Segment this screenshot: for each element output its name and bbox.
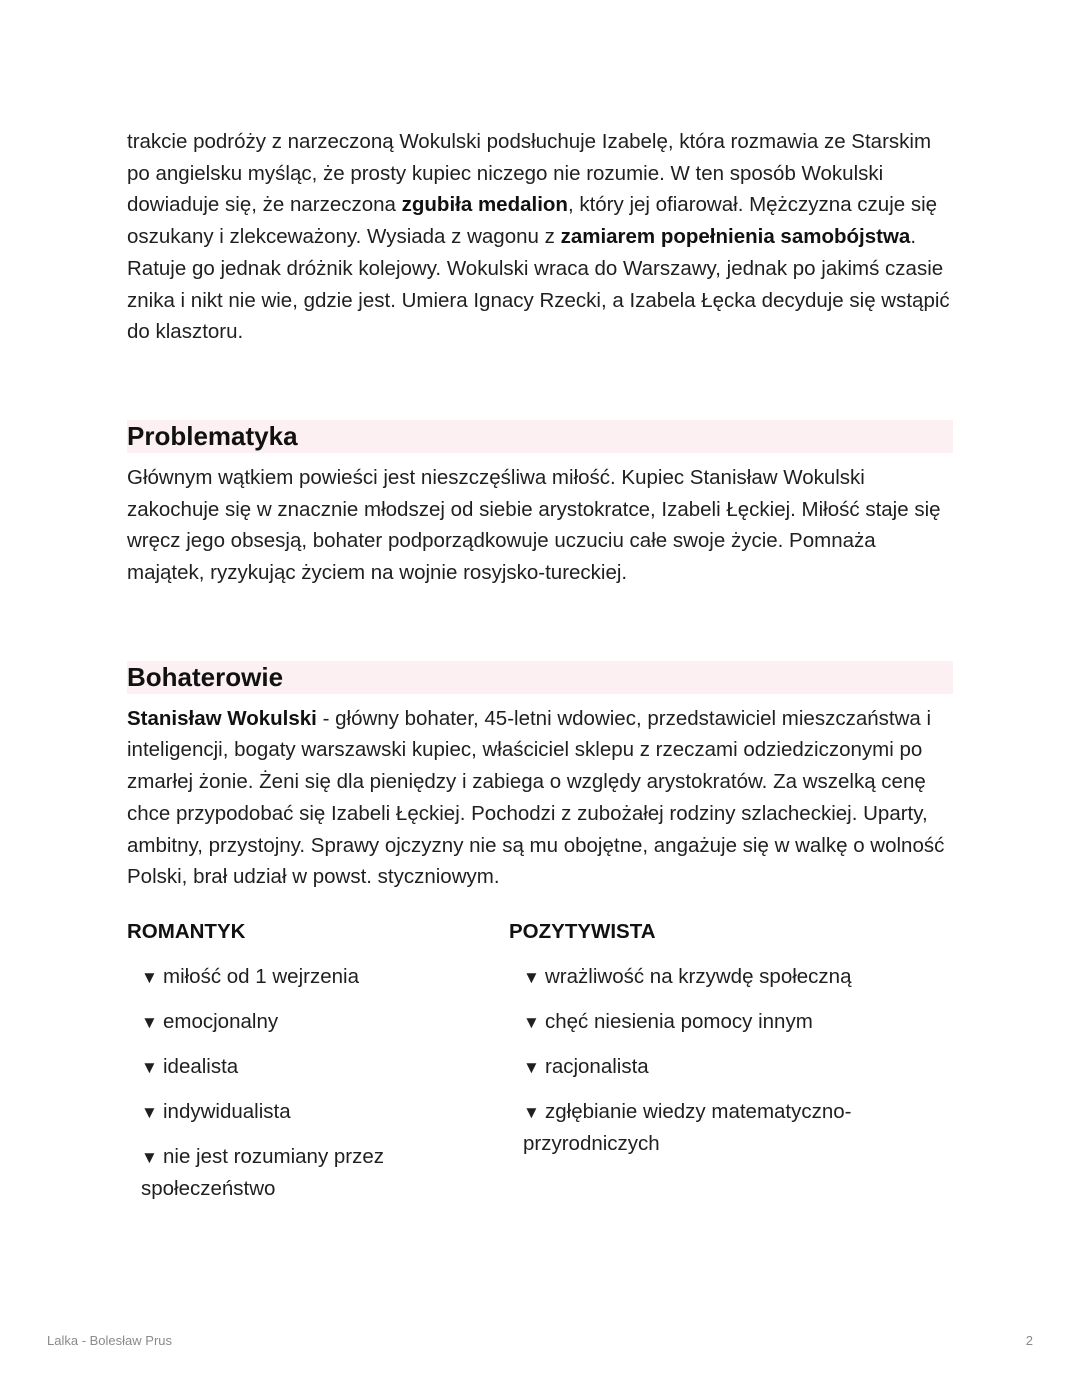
intro-text-2: , który jej ofiarował. Mężczyzna czuje się oszukany i zlekceważony. Wysiada z wagonu z	[127, 193, 938, 249]
triangle-down-icon: ▼	[141, 1057, 158, 1077]
character-description: - główny bohater, 45-letni wdowiec, przedstawiciel mieszczaństwa i inteligencji, bogaty warszawski kupiec, właściciel sklepu z rzeczami odziedziczonymi po zmarłej żonie. Żeni się dla pieniędzy i zabiega o względy arystokratów. Za wszelką cenę chce przypodobać się Izabeli Łęckiej. Pochodzi z zubożałej rodziny szlacheckiej. Uparty, ambitny, przystojny. Sprawy ojczyzny nie są mu obojętne, angażuje się w walkę o wolność Polski, brał udział w powst. styczniowym.	[127, 706, 945, 889]
triangle-down-icon: ▼	[523, 967, 540, 987]
bohaterowie-paragraph	[127, 703, 953, 893]
triangle-down-icon: ▼	[141, 1102, 158, 1122]
footer-document-title: Lalka - Bolesław Prus	[47, 1333, 172, 1348]
triangle-down-icon: ▼	[141, 967, 158, 987]
list-item	[523, 1096, 873, 1160]
list-item-text: idealista	[163, 1054, 239, 1078]
intro-paragraph	[127, 126, 953, 348]
list-item-text: chęć niesienia pomocy innym	[545, 1009, 813, 1033]
list-item	[141, 1096, 487, 1129]
page-content	[127, 126, 953, 1217]
list-item-text: indywidualista	[163, 1099, 291, 1123]
problematyka-heading: Problematyka	[127, 420, 953, 453]
triangle-down-icon: ▼	[523, 1102, 540, 1122]
list-item	[141, 1006, 487, 1039]
intro-bold-2: zamiarem popełnienia samobójstwa	[560, 225, 911, 249]
list-item	[141, 1141, 411, 1205]
list-item	[141, 961, 487, 994]
intro-text-1: trakcie podróży z narzeczoną Wokulski podsłuchuje Izabelę, która rozmawia ze Starskim po angielsku myśląc, że prosty kupiec niczego nie rozumie. W ten sposób Wokulski dowiaduje się, że narzeczona	[127, 130, 932, 217]
comparison-columns	[127, 917, 953, 1217]
character-name: Stanisław Wokulski	[127, 706, 317, 730]
pozytywista-list	[509, 961, 929, 1160]
intro-bold-1: zgubiła medalion	[401, 193, 568, 217]
triangle-down-icon: ▼	[141, 1012, 158, 1032]
problematyka-paragraph: Głównym wątkiem powieści jest nieszczęśliwa miłość. Kupiec Stanisław Wokulski zakochuje się w znacznie młodszej od siebie arystokratce, Izabeli Łęckiej. Miłość staje się wręcz jego obsesją, bohater podporządkowuje uczuciu całe swoje życie. Pomnaża majątek, ryzykując życiem na wojnie rosyjsko-tureckiej.	[127, 465, 941, 585]
pozytywista-column	[509, 917, 929, 1173]
list-item	[523, 1006, 929, 1039]
list-item	[523, 1051, 929, 1084]
romantyk-column	[127, 917, 487, 1218]
triangle-down-icon: ▼	[141, 1147, 158, 1167]
romantyk-heading: ROMANTYK	[127, 919, 246, 943]
list-item-text: zgłębianie wiedzy matematyczno-przyrodniczych	[523, 1099, 852, 1156]
list-item-text: racjonalista	[545, 1054, 649, 1078]
footer-page-number: 2	[1025, 1333, 1033, 1348]
intro-text-3: . Ratuje go jednak dróżnik kolejowy. Wokulski wraca do Warszawy, jednak po jakimś czasie znika i nikt nie wie, gdzie jest. Umiera Ignacy Rzecki, a Izabela Łęcka decyduje się wstąpić do klasztoru.	[127, 225, 950, 344]
list-item	[523, 961, 929, 994]
list-item-text: wrażliwość na krzywdę społeczną	[545, 964, 852, 988]
triangle-down-icon: ▼	[523, 1012, 540, 1032]
romantyk-list	[127, 961, 487, 1205]
triangle-down-icon: ▼	[523, 1057, 540, 1077]
pozytywista-heading: POZYTYWISTA	[509, 919, 656, 943]
list-item-text: miłość od 1 wejrzenia	[163, 964, 359, 988]
list-item-text: emocjonalny	[163, 1009, 279, 1033]
bohaterowie-heading: Bohaterowie	[127, 661, 953, 694]
list-item	[141, 1051, 487, 1084]
list-item-text: nie jest rozumiany przez społeczeństwo	[141, 1144, 385, 1201]
